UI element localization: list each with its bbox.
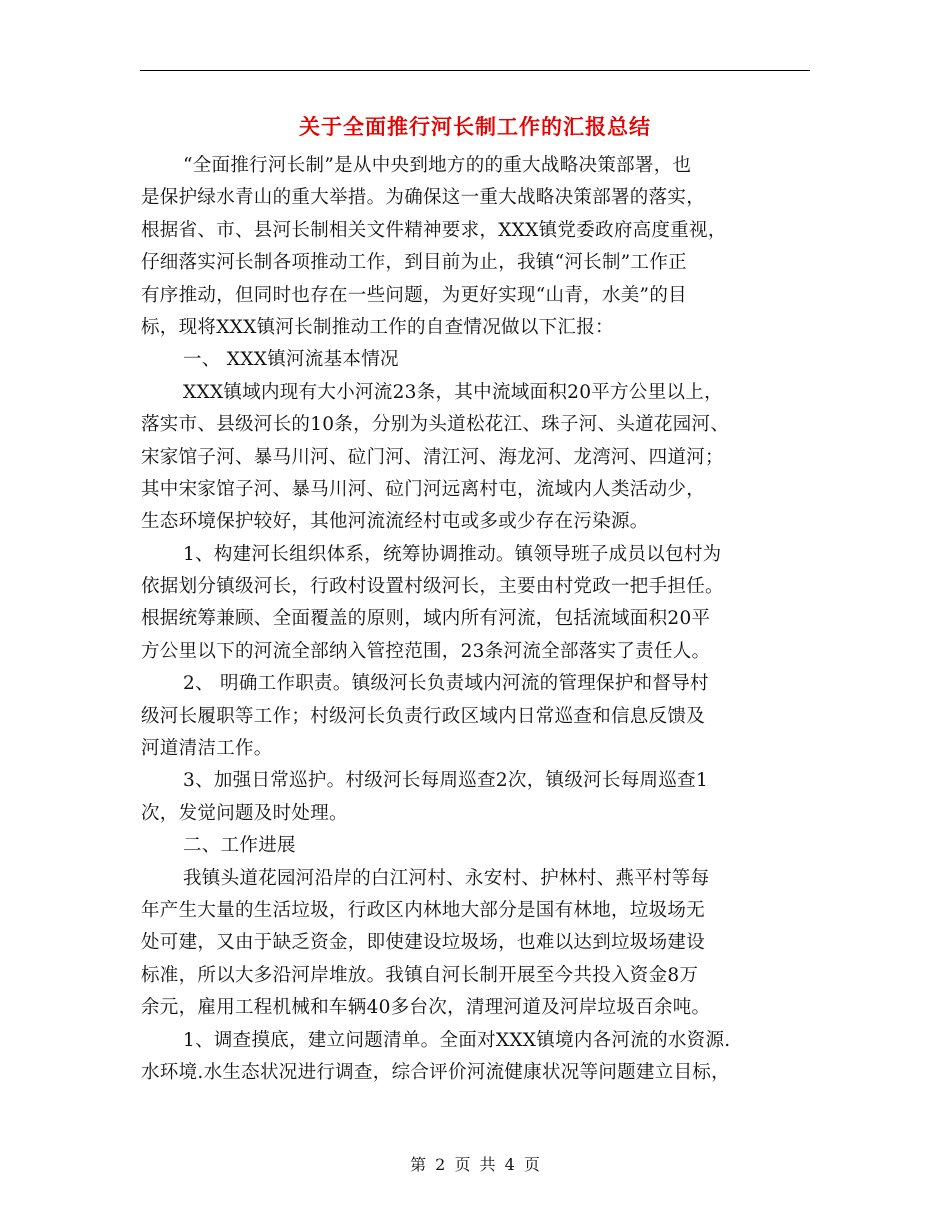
body-line: 水环境.水生态状况进行调查，综合评价河流健康状况等问题建立目标， xyxy=(141,1061,730,1083)
page-number: 第 2 页 共 4 页 xyxy=(410,1155,540,1174)
body-line: 根据统筹兼顾、全面覆盖的原则，域内所有河流，包括流域面积20平 xyxy=(141,608,711,630)
body-line: 我镇头道花园河沿岸的白江河村、永安村、护林村、燕平村等每 xyxy=(183,867,710,889)
body-line: 年产生大量的生活垃圾，行政区内林地大部分是国有林地，垃圾场无 xyxy=(141,899,706,921)
body-line: 3、加强日常巡护。村级河长每周巡查2次，镇级河长每周巡查1 xyxy=(183,770,709,792)
body-line: 生态环境保护较好，其他河流流经村屯或多或少存在污染源。 xyxy=(141,511,649,533)
body-line: 标，现将XXX镇河长制推动工作的自查情况做以下汇报： xyxy=(141,316,614,338)
body-line: 2、 明确工作职责。镇级河长负责域内河流的管理保护和督导村 xyxy=(183,673,709,695)
body-line: 是保护绿水青山的重大举措。为确保这一重大战略决策部署的落实， xyxy=(141,187,706,209)
body-line: 依据划分镇级河长，行政村设置村级河长，主要由村党政一把手担任。 xyxy=(141,576,724,598)
body-line: 宋家馆子河、暴马川河、砬门河、清江河、海龙河、龙湾河、四道河； xyxy=(141,446,724,468)
body-line: 方公里以下的河流全部纳入管控范围，23条河流全部落实了责任人。 xyxy=(141,640,711,662)
body-line: 根据省、市、县河长制相关文件精神要求，XXX镇党委政府高度重视， xyxy=(141,219,727,241)
body-line: 河道清洁工作。 xyxy=(141,738,273,760)
body-line: 级河长履职等工作；村级河长负责行政区域内日常巡查和信息反馈及 xyxy=(141,705,706,727)
body-line: 1、调查摸底，建立问题清单。全面对XXX镇境内各河流的水资源. xyxy=(183,1029,731,1051)
body-line: 有序推动，但同时也存在一些问题，为更好实现“山青，水美”的目 xyxy=(141,284,687,306)
body-line: 余元，雇用工程机械和车辆40多台次，清理河道及河岸垃圾百余吨。 xyxy=(141,997,711,1019)
body-line: 次，发觉问题及时处理。 xyxy=(141,802,348,824)
body-line: 处可建，又由于缺乏资金，即使建设垃圾场，也难以达到垃圾场建设 xyxy=(141,932,706,954)
body-line: 其中宋家馆子河、暴马川河、砬门河远离村屯，流域内人类活动少， xyxy=(141,478,706,500)
body-line: 1、构建河长组织体系，统筹协调推动。镇领导班子成员以包村为 xyxy=(183,543,722,565)
document-body xyxy=(141,150,813,1089)
body-line: 标准，所以大多沿河岸堆放。我镇自河长制开展至今共投入资金8万 xyxy=(141,964,699,986)
body-line: 仔细落实河长制各项推动工作，到目前为止，我镇“河长制”工作正 xyxy=(141,252,687,274)
body-line: XXX镇域内现有大小河流23条，其中流域面积20平方公里以上， xyxy=(183,381,723,403)
section-heading: 一、 XXX镇河流基本情况 xyxy=(183,349,399,371)
document-title: 关于全面推行河长制工作的汇报总结 xyxy=(299,114,651,139)
body-line: 落实市、县级河长的10条，分别为头道松花江、珠子河、头道花园河、 xyxy=(141,414,730,436)
header-rule xyxy=(140,70,810,71)
body-line: “全面推行河长制”是从中央到地方的的重大战略决策部署，也 xyxy=(183,155,692,176)
section-heading: 二、工作进展 xyxy=(183,835,296,857)
